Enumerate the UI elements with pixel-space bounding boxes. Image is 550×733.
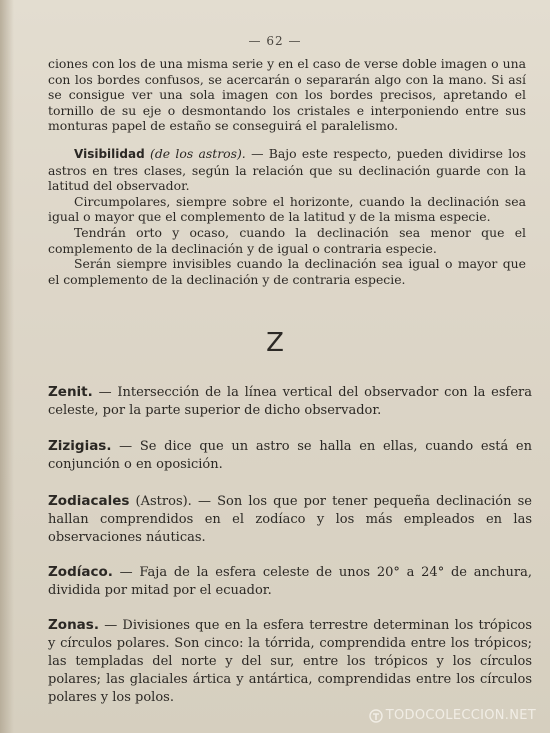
page-edge-shadow [0,0,14,733]
entry-qualifier: (Astros). [135,494,192,509]
visibilidad-intro [48,146,526,194]
entry-term: Zonas. [48,617,99,633]
entry-term: Zenit. [48,384,93,400]
page-number: — 62 — [248,34,302,48]
visibilidad-paragraph: Serán siempre invisibles cuando la declinación sea igual o mayor que el complemento de la declinación y de contraria especie. [48,256,526,287]
entry-visibilidad [48,146,526,287]
entry-term: Zizigias. [48,438,112,454]
entry-zenit [48,383,532,420]
watermark-text: TODOCOLECCION.NET [385,708,536,723]
entry-zodiacales [48,492,532,547]
entry-zonas [48,616,532,707]
continuation-text: ciones con los de una misma serie y en el caso de verse doble imagen o una con los bordes confusos, se acercarán o separarán algo con la mano. Si así se consigue ver una sola imagen con los bordes precisos, apretando el tornillo de su eje o desmontando los cristales e interponiendo entre sus monturas papel de estaño se conseguirá el paralelismo. [48,56,526,134]
entry-definition: — Divisiones que en la esfera terrestre determinan los trópicos y círculos polares. Son cinco: la tórrida, comprendida entre los trópicos; las templadas del norte y del sur, entre los trópicos y los círculos polares; las glaciales ártica y antártica, comprendidas entre los círculos polares y los polos. [48,618,533,705]
section-letter-heading: Z [266,328,284,358]
entry-definition: — Intersección de la línea vertical del observador con la esfera celeste, por la parte superior de dicho observador. [48,385,532,418]
entry-term: Visibilidad [74,147,145,161]
entry-definition: — Bajo este respecto, pueden dividirse los astros en tres clases, según la relación que su declinación guarde con la latitud del observador. [48,146,526,194]
entry-zizigias [48,437,532,474]
visibilidad-paragraph: Tendrán orto y ocaso, cuando la declinación sea menor que el complemento de la declinación y de igual o contraria especie. [48,224,526,256]
entry-zodiaco [48,563,532,600]
entry-definition: — Faja de la esfera celeste de unos 20° a 24° de anchura, dividida por mitad por el ecuador. [48,565,532,598]
watermark-logo-icon [369,709,383,723]
entry-definition: — Son los que por tener pequeña declinación se hallan comprendidos en el zodíaco y los más empleados en las observaciones náuticas. [48,494,532,545]
entry-definition: — Se dice que un astro se halla en ellas, cuando está en conjunción o en oposición. [48,439,532,472]
watermark [369,708,536,723]
entry-term: Zodiacales [48,493,130,509]
continuation-paragraph [48,56,526,134]
entry-qualifier: (de los astros). [149,146,246,161]
visibilidad-paragraph: Circumpolares, siempre sobre el horizonte, cuando la declinación sea igual o mayor que el complemento de la latitud y de la misma especie. [48,193,526,225]
entry-term: Zodíaco. [48,564,113,580]
